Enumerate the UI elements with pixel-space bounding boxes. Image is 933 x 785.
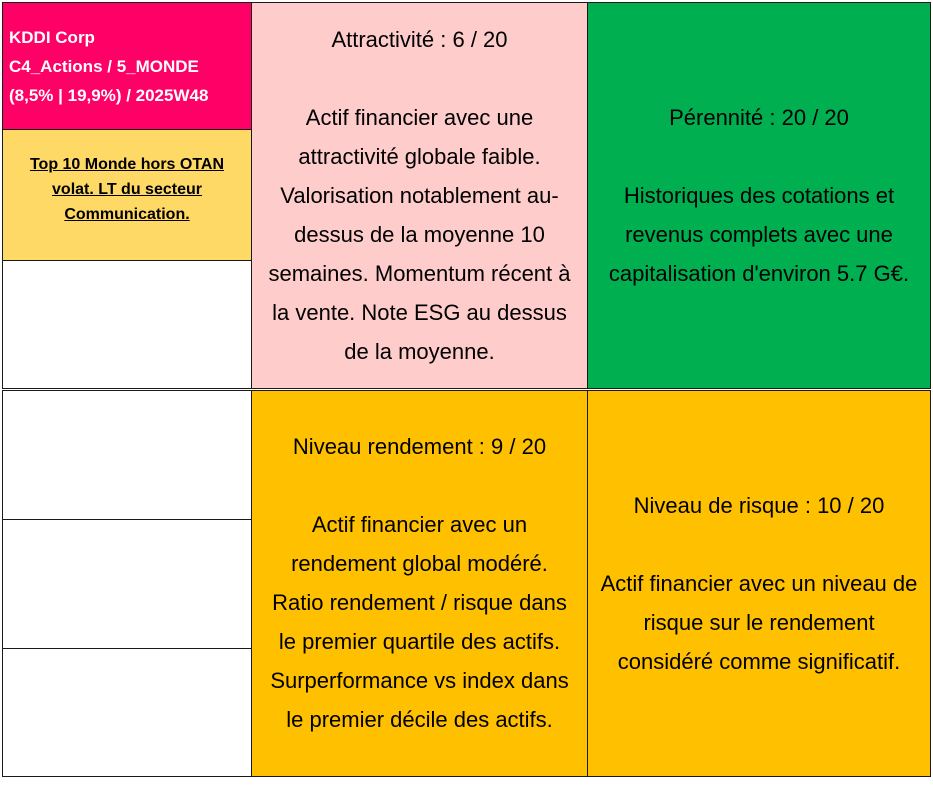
rendement-description: Actif financier avec un rendement global modéré. Ratio rendement / risque dans le premier quartile des actifs. Surperformance vs index dans le premier décile des actifs.: [270, 512, 569, 732]
asset-identity-cell: [2, 2, 252, 130]
attractivite-cell: [251, 2, 588, 389]
asset-identity: [3, 3, 251, 110]
perennite-description: Historiques des cotations et revenus complets avec une capitalisation d'environ 5.7 G€.: [608, 182, 910, 286]
risque-title: Niveau de risque : 10 / 20: [633, 492, 885, 518]
theme-cell: [2, 129, 252, 261]
empty-cell: [2, 390, 252, 520]
theme-line-1: Top 10 Monde hors OTAN: [29, 156, 225, 173]
empty-cell: [2, 260, 252, 389]
empty-cell: [2, 648, 252, 777]
risque-cell: [587, 390, 931, 777]
asset-stats: (8,5% | 19,9%) / 2025W48: [9, 86, 209, 105]
rendement-cell: [251, 390, 588, 777]
attractivite-description: Actif financier avec une attractivité globale faible. Valorisation notablement au- dessus de la moyenne 10 semaines. Momentum récent à la vente. Note ESG au dessus de la moyenne.: [268, 104, 571, 364]
theme-line-3: Communication.: [64, 206, 190, 223]
perennite-title: Pérennité : 20 / 20: [669, 104, 849, 130]
asset-name: KDDI Corp: [9, 28, 95, 47]
perennite-cell: [587, 2, 931, 389]
asset-category: C4_Actions / 5_MONDE: [9, 57, 199, 76]
rendement-title: Niveau rendement : 9 / 20: [292, 434, 547, 459]
attractivite-title: Attractivité : 6 / 20: [331, 26, 508, 52]
theme-line-2: volat. LT du secteur: [52, 181, 202, 198]
risque-description: Actif financier avec un niveau de risque sur le rendement considéré comme significatif.: [600, 570, 918, 674]
empty-cell: [2, 519, 252, 649]
